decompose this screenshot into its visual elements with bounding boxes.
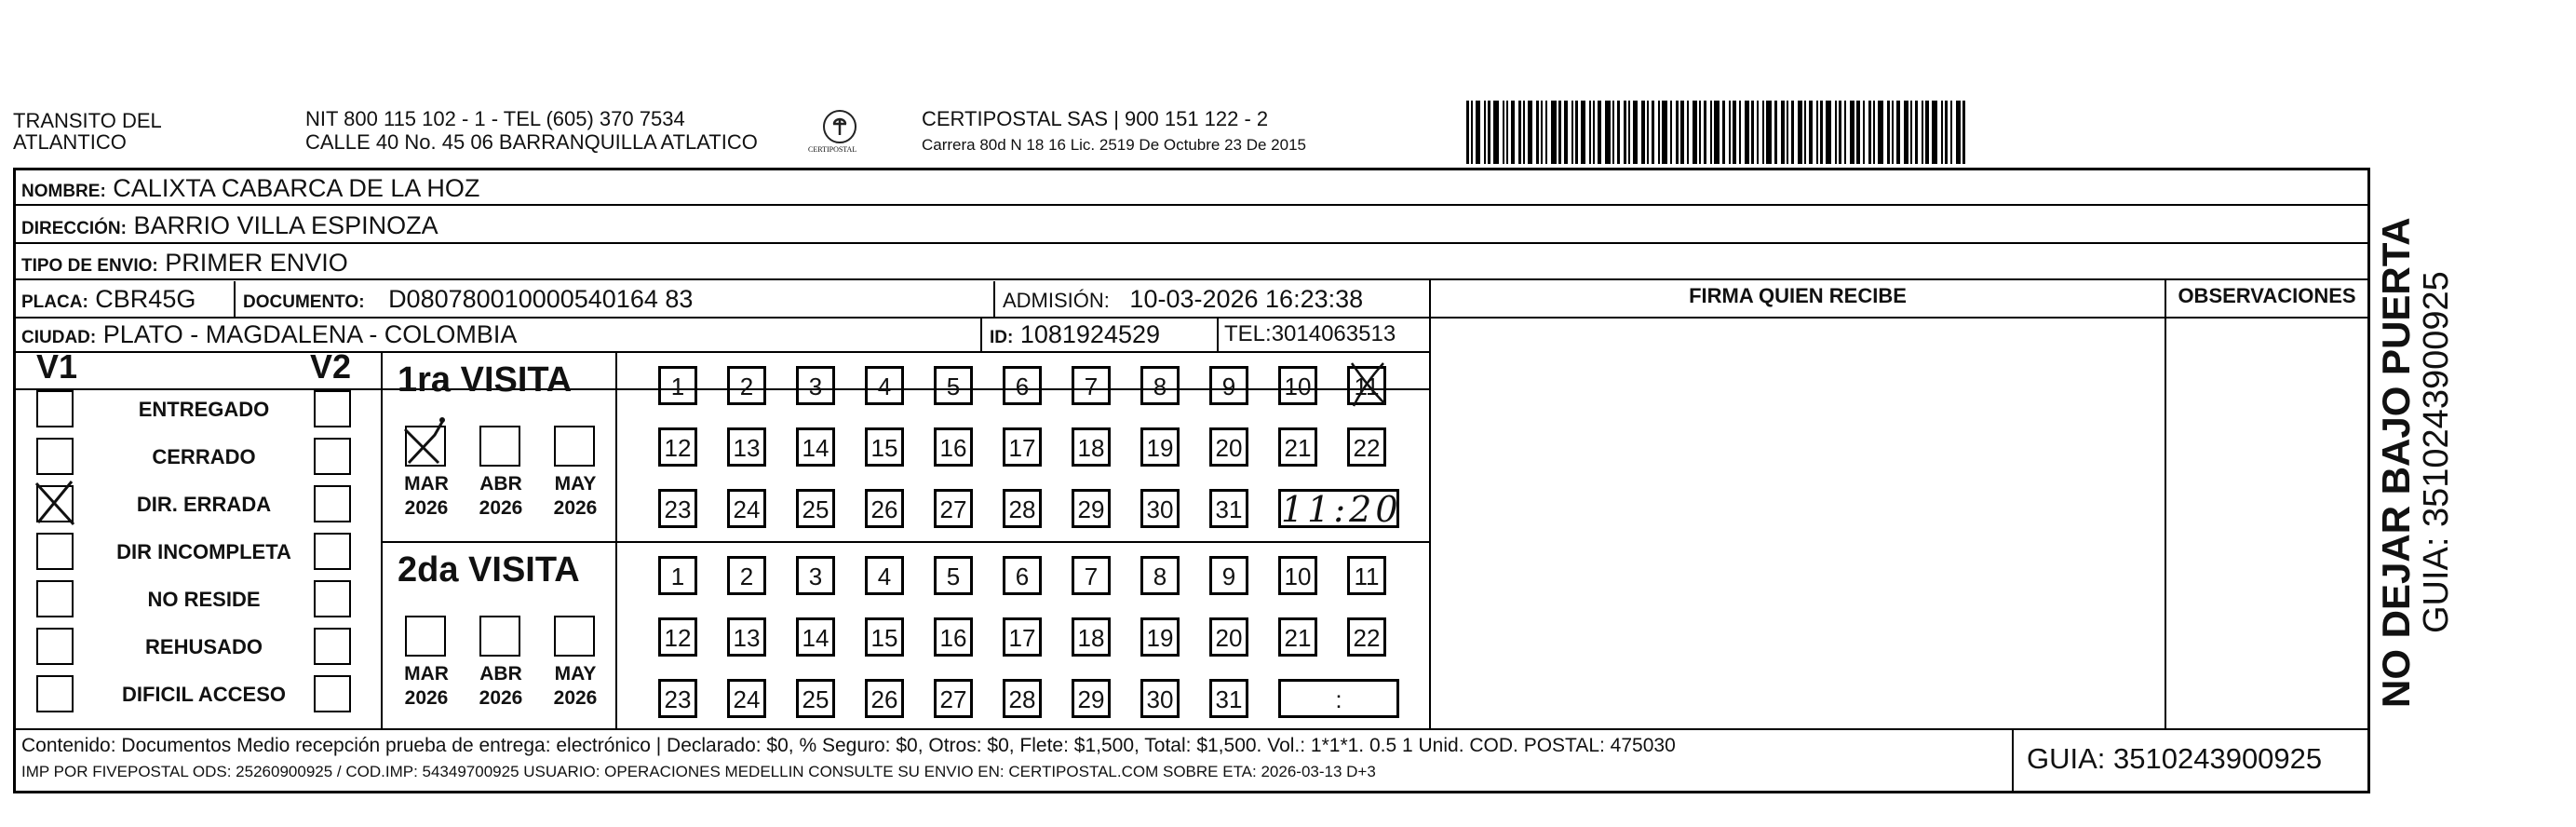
side-guia: GUIA: 3510243900925 [2417, 271, 2456, 633]
day-box[interactable]: 10 [1278, 366, 1317, 405]
day-box[interactable]: 30 [1140, 489, 1180, 528]
nombre-field [21, 172, 479, 208]
x-mark-icon [1346, 359, 1391, 408]
day-box[interactable]: 14 [796, 617, 835, 657]
day-box[interactable]: 26 [865, 679, 904, 718]
day-box[interactable]: 23 [658, 489, 697, 528]
tel-value: 3014063513 [1271, 321, 1396, 346]
day-box[interactable]: 9 [1209, 366, 1248, 405]
day-box[interactable]: 31 [1209, 489, 1248, 528]
day-box[interactable]: 22 [1347, 427, 1386, 467]
tipo-envio-field [21, 247, 348, 282]
v2-checkbox[interactable] [314, 390, 351, 427]
v1-checkbox[interactable] [36, 485, 74, 522]
tel-field [1224, 319, 1396, 350]
v2-checkbox[interactable] [314, 628, 351, 665]
ciudad-label: CIUDAD: [21, 328, 97, 347]
id-value: 1081924529 [1019, 320, 1161, 348]
handwritten-time: 11:20 [1281, 489, 1402, 530]
day-box[interactable]: 19 [1140, 427, 1180, 467]
day-box[interactable]: 9 [1209, 556, 1248, 595]
status-label: DIR INCOMPLETA [116, 540, 291, 563]
documento-value: D080780010000540164 83 [388, 285, 694, 313]
status-label: NO RESIDE [147, 588, 261, 611]
day-box[interactable]: 5 [934, 366, 973, 405]
day-box[interactable]: 3 [796, 366, 835, 405]
day-box[interactable]: 8 [1140, 556, 1180, 595]
day-box[interactable]: 24 [727, 679, 766, 718]
admision-value: 10-03-2026 16:23:38 [1129, 285, 1364, 313]
day-box[interactable]: 11 [1347, 366, 1386, 405]
v1-checkbox[interactable] [36, 628, 74, 665]
day-box[interactable]: 5 [934, 556, 973, 595]
day-box[interactable]: 12 [658, 427, 697, 467]
v2-checkbox[interactable] [314, 485, 351, 522]
day-box[interactable]: 21 [1278, 427, 1317, 467]
day-box[interactable]: 13 [727, 427, 766, 467]
month-label: MAR 2026 [404, 473, 449, 519]
day-box[interactable]: 30 [1140, 679, 1180, 718]
nombre-value: CALIXTA CABARCA DE LA HOZ [113, 174, 480, 202]
day-box[interactable]: 15 [865, 427, 904, 467]
v2-label: V2 [310, 347, 352, 386]
day-box[interactable]: 14 [796, 427, 835, 467]
month-label: MAR 2026 [404, 663, 449, 709]
month-checkbox[interactable] [479, 426, 520, 467]
day-box[interactable]: 8 [1140, 366, 1180, 405]
v2-checkbox[interactable] [314, 580, 351, 617]
placa-label: PLACA: [21, 292, 88, 312]
tipo-envio-label: TIPO DE ENVIO: [21, 256, 158, 276]
day-box[interactable]: 3 [796, 556, 835, 595]
month-checkbox[interactable] [554, 426, 595, 467]
day-box[interactable]: 18 [1072, 617, 1111, 657]
month-label: ABR 2026 [479, 663, 523, 709]
documento-field [243, 283, 693, 319]
v1-checkbox[interactable] [36, 438, 74, 475]
v2-checkbox[interactable] [314, 438, 351, 475]
v1-checkbox[interactable] [36, 390, 74, 427]
carrier-name: CERTIPOSTAL SAS | 900 151 122 - 2 [922, 107, 1269, 130]
v1-label: V1 [36, 347, 78, 386]
day-box[interactable]: 15 [865, 617, 904, 657]
month-label: MAY 2026 [553, 663, 598, 709]
status-label: DIFICIL ACCESO [121, 683, 286, 706]
sender-nit: NIT 800 115 102 - 1 - TEL (605) 370 7534 [305, 107, 685, 130]
v1-checkbox[interactable] [36, 675, 74, 712]
day-box[interactable]: 31 [1209, 679, 1248, 718]
month-label: ABR 2026 [479, 473, 523, 519]
day-box[interactable]: 17 [1003, 427, 1042, 467]
placa-value: CBR45G [95, 285, 196, 313]
day-box[interactable]: 4 [865, 366, 904, 405]
delivery-form [13, 168, 2370, 793]
tel-label: TEL: [1224, 321, 1272, 346]
footer-guia: GUIA: 3510243900925 [2027, 742, 2323, 775]
signature-header: FIRMA QUIEN RECIBE [1689, 284, 1907, 307]
day-box[interactable]: 2 [727, 556, 766, 595]
no-dejar-bajo-puerta-notice: NO DEJAR BAJO PUERTA [2374, 217, 2418, 708]
ciudad-field [21, 319, 517, 354]
tipo-envio-value: PRIMER ENVIO [165, 249, 348, 277]
visit-title: 1ra VISITA [398, 360, 573, 400]
direccion-label: DIRECCIÓN: [21, 219, 127, 238]
month-label: MAY 2026 [553, 473, 598, 519]
day-box[interactable]: 1 [658, 556, 697, 595]
day-box[interactable]: 12 [658, 617, 697, 657]
day-box[interactable]: 16 [934, 427, 973, 467]
direccion-value: BARRIO VILLA ESPINOZA [133, 211, 438, 239]
footer-content: Contenido: Documentos Medio recepción prueba de entrega: electrónico | Declarado: $0, % Seguro: $0, Otros: $0, Flete: $1,500, Total: $1,500. Vol.: 1*1*1. 0.5 1 Unid. COD. POSTAL: 475030 [21, 735, 1676, 756]
day-box[interactable]: 13 [727, 617, 766, 657]
day-box[interactable]: 25 [796, 489, 835, 528]
sender-address: CALLE 40 No. 45 06 BARRANQUILLA ATLATICO [305, 130, 758, 154]
carrier-license: Carrera 80d N 18 16 Lic. 2519 De Octubre 23 De 2015 [922, 136, 1306, 154]
day-box[interactable]: 27 [934, 679, 973, 718]
day-box[interactable]: 7 [1072, 556, 1111, 595]
month-checkbox[interactable] [405, 616, 446, 657]
day-box[interactable]: 29 [1072, 679, 1111, 718]
day-box[interactable]: 20 [1209, 427, 1248, 467]
day-box[interactable]: 25 [796, 679, 835, 718]
v1-checkbox[interactable] [36, 533, 74, 570]
id-field [990, 319, 1160, 354]
signature-area[interactable] [1431, 319, 2163, 726]
logo-text: CERTIPOSTAL [808, 145, 857, 154]
ciudad-value: PLATO - MAGDALENA - COLOMBIA [102, 320, 518, 348]
time-box[interactable] [1278, 489, 1402, 530]
documento-label: DOCUMENTO: [243, 292, 365, 312]
certipostal-logo-icon [823, 110, 856, 143]
status-label: DIR. ERRADA [136, 493, 272, 516]
day-box[interactable]: 4 [865, 556, 904, 595]
footer-print-info: IMP POR FIVEPOSTAL ODS: 25260900925 / COD.IMP: 54349700925 USUARIO: OPERACIONES MEDELLIN CONSULTE SU ENVIO EN: CERTIPOSTAL.COM SOBRE ETA: 2026-03-13 D+3 [21, 763, 1376, 780]
nombre-label: NOMBRE: [21, 182, 106, 201]
day-box[interactable]: 6 [1003, 366, 1042, 405]
sender-name-line1: TRANSITO DEL [13, 109, 162, 132]
v2-checkbox[interactable] [314, 533, 351, 570]
observaciones-area[interactable] [2166, 319, 2367, 726]
day-box[interactable]: 24 [727, 489, 766, 528]
v2-checkbox[interactable] [314, 675, 351, 712]
day-box[interactable]: 27 [934, 489, 973, 528]
month-checkbox[interactable] [479, 616, 520, 657]
time-box[interactable]: : [1278, 679, 1399, 718]
day-box[interactable]: 7 [1072, 366, 1111, 405]
status-label: REHUSADO [145, 635, 263, 658]
day-box[interactable]: 26 [865, 489, 904, 528]
day-box[interactable]: 22 [1347, 617, 1386, 657]
day-box[interactable]: 20 [1209, 617, 1248, 657]
day-box[interactable]: 21 [1278, 617, 1317, 657]
day-box[interactable]: 1 [658, 366, 697, 405]
day-box[interactable]: 18 [1072, 427, 1111, 467]
visit-title: 2da VISITA [398, 550, 580, 590]
day-box[interactable]: 11 [1347, 556, 1386, 595]
admision-field [1003, 283, 1363, 317]
barcode [1466, 101, 2192, 164]
observaciones-header: OBSERVACIONES [2178, 284, 2356, 307]
month-checkbox[interactable] [405, 426, 446, 467]
check-mark-icon [401, 409, 457, 465]
status-label: ENTREGADO [138, 398, 270, 421]
day-box[interactable]: 29 [1072, 489, 1111, 528]
admision-label: ADMISIÓN: [1003, 289, 1110, 312]
day-box[interactable]: 19 [1140, 617, 1180, 657]
id-label: ID: [990, 328, 1014, 347]
x-mark-icon [33, 480, 77, 528]
month-checkbox[interactable] [554, 616, 595, 657]
day-box[interactable]: 2 [727, 366, 766, 405]
day-box[interactable]: 28 [1003, 679, 1042, 718]
day-box[interactable]: 23 [658, 679, 697, 718]
day-box[interactable]: 16 [934, 617, 973, 657]
day-box[interactable]: 6 [1003, 556, 1042, 595]
status-label: CERRADO [152, 445, 256, 468]
v1-checkbox[interactable] [36, 580, 74, 617]
sender-name-line2: ATLANTICO [13, 130, 127, 154]
placa-field [21, 283, 196, 319]
direccion-field [21, 210, 438, 245]
day-box[interactable]: 10 [1278, 556, 1317, 595]
day-box[interactable]: 17 [1003, 617, 1042, 657]
day-box[interactable]: 28 [1003, 489, 1042, 528]
